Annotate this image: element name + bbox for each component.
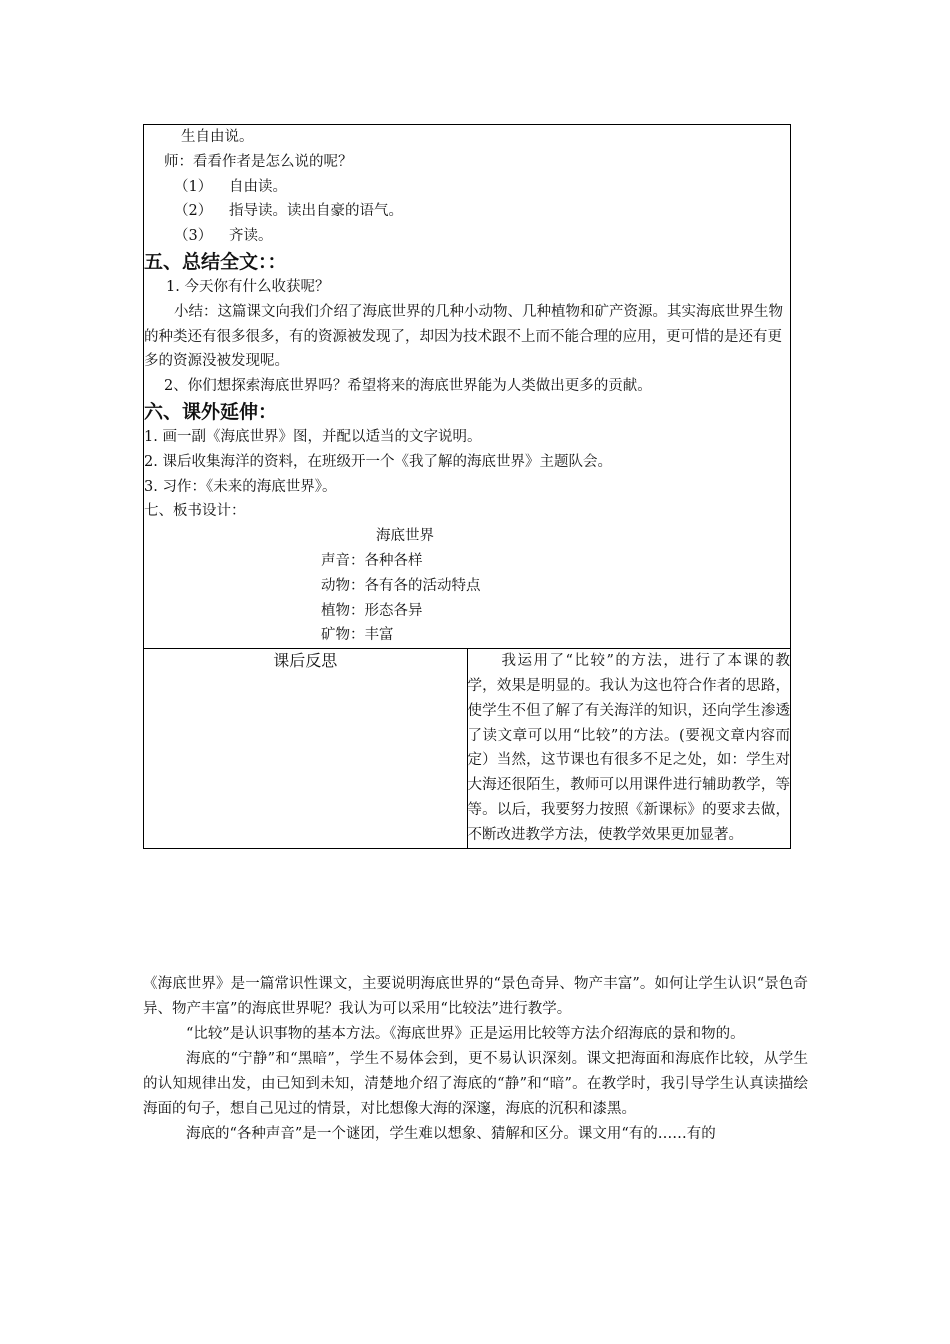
lesson-process-cell xyxy=(144,125,791,649)
section-heading: 六、课外延伸： xyxy=(144,400,278,423)
board-item: 植物：形态各异 xyxy=(321,602,423,619)
essay-paragraph: “比较”是认识事物的基本方法。《海底世界》正是运用比较等方法介绍海底的景和物的。 xyxy=(186,1026,745,1042)
section-heading: 七、板书设计： xyxy=(144,503,246,520)
summary-paragraph: 小结：这篇课文向我们介绍了海底世界的几种小动物、几种植物和矿产资源。其实海底世界生物的种类还有很多很多，有的资源被发现了，却因为技术跟不上而不能合理的应用，更可惜的是还有更多的资源没被发现呢。 xyxy=(144,303,783,370)
step-text: 指导读。读出自豪的语气。 xyxy=(229,203,403,220)
list-item: 1. 画一副《海底世界》图，并配以适当的文字说明。 xyxy=(144,428,482,445)
step-number: （1） xyxy=(174,178,213,195)
board-item: 动物：各有各的活动特点 xyxy=(321,577,481,594)
essay-paragraph: 海底的“各种声音”是一个谜团，学生难以想象、猜解和区分。课文用“有的……有的 xyxy=(186,1126,716,1142)
text-line: 1. 今天你有什么收获呢？ xyxy=(166,278,330,295)
list-item: 2. 课后收集海洋的资料，在班级开一个《我了解的海底世界》主题队会。 xyxy=(144,453,612,470)
reading-step xyxy=(144,199,790,224)
reflection-label: 课后反思 xyxy=(144,649,468,848)
essay-paragraph: 《海底世界》是一篇常识性课文，主要说明海底世界的“景色奇异、物产丰富”。如何让学生认识“景色奇异、物产丰富”的海底世界呢？我认为可以采用“比较法”进行教学。 xyxy=(143,976,808,1017)
step-text: 自由读。 xyxy=(229,178,287,195)
step-number: （3） xyxy=(174,228,213,245)
board-item: 声音：各种各样 xyxy=(321,552,423,569)
essay-text xyxy=(143,972,808,1147)
board-item: 矿物：丰富 xyxy=(321,627,394,644)
reading-step xyxy=(144,224,790,249)
text-line: 师：看看作者是怎么说的呢？ xyxy=(164,153,353,170)
essay-paragraph: 海底的“宁静”和“黑暗”，学生不易体会到，更不易认识深刻。课文把海面和海底作比较，从学生的认知规律出发，由已知到未知，清楚地介绍了海底的“静”和“暗”。在教学时，我引导学生认真读描绘海面的句子，想自己见过的情景，对比想像大海的深邃，海底的沉积和漆黑。 xyxy=(143,1051,808,1117)
text-line: 2、你们想探索海底世界吗？希望将来的海底世界能为人类做出更多的贡献。 xyxy=(164,378,652,395)
reflection-cell xyxy=(467,649,791,848)
step-number: （2） xyxy=(174,203,213,220)
text-line: 生自由说。 xyxy=(181,129,254,145)
board-title: 海底世界 xyxy=(376,528,434,545)
reflection-text: 我运用了“比较”的方法，进行了本课的教学，效果是明显的。我认为这也符合作者的思路，使学生不但了解了有关海洋的知识，还向学生渗透了读文章可以用“比较”的方法。(要视文章内容而定）当然，这节课也有很多不足之处，如：学生对大海还很陌生，教师可以用课件进行辅助教学，等等。以后，我要努力按照《新课标》的要求去做，不断改进教学方法，使教学效果更加显著。 xyxy=(467,653,790,843)
reading-step xyxy=(144,175,790,200)
step-text: 齐读。 xyxy=(229,228,273,245)
lesson-plan-table xyxy=(143,124,791,849)
list-item: 3. 习作：《未来的海底世界》。 xyxy=(144,478,337,495)
section-heading: 五、总结全文：： xyxy=(144,250,287,273)
